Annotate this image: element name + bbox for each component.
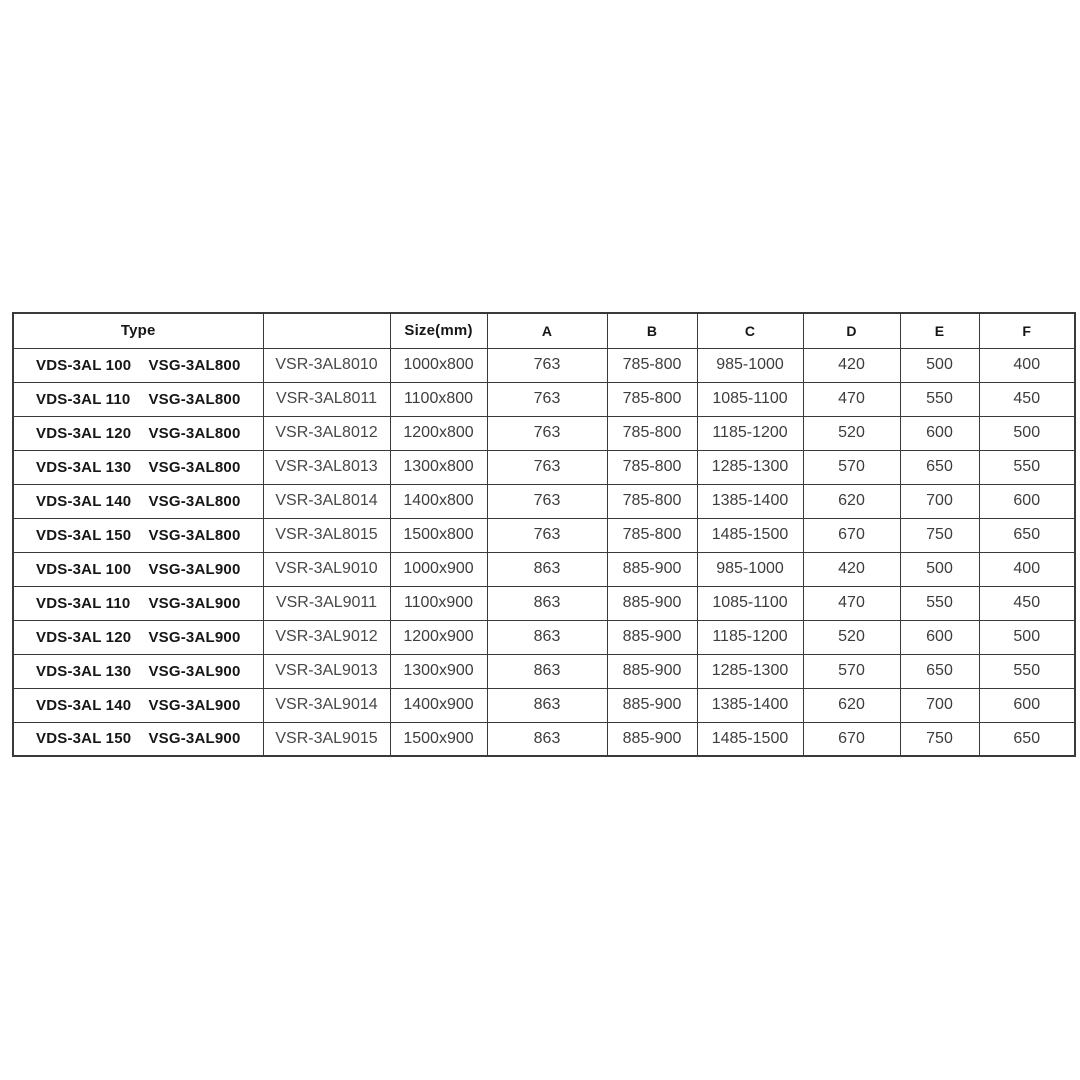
dim-d-cell: 620 bbox=[803, 688, 900, 722]
type-cell bbox=[13, 552, 263, 586]
sku-cell: VSR-3AL9013 bbox=[263, 654, 390, 688]
dim-e-cell: 650 bbox=[900, 654, 979, 688]
dim-b-cell: 785-800 bbox=[607, 484, 697, 518]
header-dim-e: E bbox=[900, 313, 979, 348]
vds-model-label: VDS-3AL 100 bbox=[36, 560, 132, 578]
header-dim-f: F bbox=[979, 313, 1075, 348]
vsg-model-label: VSG-3AL800 bbox=[148, 526, 241, 544]
size-cell: 1200x900 bbox=[390, 620, 487, 654]
dim-b-cell: 785-800 bbox=[607, 348, 697, 382]
dim-a-cell: 863 bbox=[487, 654, 607, 688]
type-cell bbox=[13, 348, 263, 382]
table-row bbox=[13, 416, 1075, 450]
size-cell: 1300x900 bbox=[390, 654, 487, 688]
sku-cell: VSR-3AL8010 bbox=[263, 348, 390, 382]
size-cell: 1400x900 bbox=[390, 688, 487, 722]
dim-b-cell: 785-800 bbox=[607, 450, 697, 484]
table-row bbox=[13, 518, 1075, 552]
header-row bbox=[13, 313, 1075, 348]
dim-d-cell: 420 bbox=[803, 552, 900, 586]
table-row bbox=[13, 382, 1075, 416]
dim-a-cell: 863 bbox=[487, 688, 607, 722]
dim-e-cell: 600 bbox=[900, 620, 979, 654]
dim-d-cell: 520 bbox=[803, 620, 900, 654]
dim-c-cell: 1485-1500 bbox=[697, 722, 803, 756]
sku-cell: VSR-3AL8015 bbox=[263, 518, 390, 552]
dim-e-cell: 500 bbox=[900, 552, 979, 586]
dim-f-cell: 450 bbox=[979, 382, 1075, 416]
dim-f-cell: 600 bbox=[979, 484, 1075, 518]
size-cell: 1300x800 bbox=[390, 450, 487, 484]
dim-e-cell: 650 bbox=[900, 450, 979, 484]
vsg-model-label: VSG-3AL900 bbox=[148, 560, 241, 578]
type-cell bbox=[13, 416, 263, 450]
table-row bbox=[13, 484, 1075, 518]
dim-c-cell: 1085-1100 bbox=[697, 382, 803, 416]
sku-cell: VSR-3AL8013 bbox=[263, 450, 390, 484]
sku-cell: VSR-3AL9012 bbox=[263, 620, 390, 654]
vds-model-label: VDS-3AL 140 bbox=[36, 492, 132, 510]
type-cell bbox=[13, 518, 263, 552]
dim-c-cell: 1185-1200 bbox=[697, 416, 803, 450]
dim-a-cell: 763 bbox=[487, 382, 607, 416]
table-row bbox=[13, 450, 1075, 484]
vds-model-label: VDS-3AL 120 bbox=[36, 628, 132, 646]
sku-cell: VSR-3AL9014 bbox=[263, 688, 390, 722]
dim-f-cell: 550 bbox=[979, 654, 1075, 688]
size-cell: 1100x800 bbox=[390, 382, 487, 416]
dim-d-cell: 470 bbox=[803, 382, 900, 416]
table-row bbox=[13, 348, 1075, 382]
dim-b-cell: 885-900 bbox=[607, 654, 697, 688]
dim-f-cell: 450 bbox=[979, 586, 1075, 620]
dim-f-cell: 650 bbox=[979, 722, 1075, 756]
dim-e-cell: 500 bbox=[900, 348, 979, 382]
size-cell: 1400x800 bbox=[390, 484, 487, 518]
table-row bbox=[13, 722, 1075, 756]
sku-cell: VSR-3AL8011 bbox=[263, 382, 390, 416]
header-blank bbox=[263, 313, 390, 348]
vds-model-label: VDS-3AL 130 bbox=[36, 662, 132, 680]
vsg-model-label: VSG-3AL800 bbox=[148, 356, 241, 374]
vsg-model-label: VSG-3AL900 bbox=[148, 662, 241, 680]
dim-b-cell: 885-900 bbox=[607, 688, 697, 722]
dim-c-cell: 985-1000 bbox=[697, 552, 803, 586]
sku-cell: VSR-3AL8012 bbox=[263, 416, 390, 450]
dim-d-cell: 670 bbox=[803, 722, 900, 756]
dim-e-cell: 750 bbox=[900, 518, 979, 552]
type-cell bbox=[13, 450, 263, 484]
header-type: Type bbox=[13, 313, 263, 348]
size-cell: 1100x900 bbox=[390, 586, 487, 620]
dim-e-cell: 550 bbox=[900, 586, 979, 620]
sku-cell: VSR-3AL8014 bbox=[263, 484, 390, 518]
sku-cell: VSR-3AL9010 bbox=[263, 552, 390, 586]
dim-c-cell: 1385-1400 bbox=[697, 484, 803, 518]
dim-e-cell: 700 bbox=[900, 484, 979, 518]
vds-model-label: VDS-3AL 150 bbox=[36, 526, 132, 544]
dim-a-cell: 763 bbox=[487, 416, 607, 450]
dim-d-cell: 420 bbox=[803, 348, 900, 382]
dim-c-cell: 1385-1400 bbox=[697, 688, 803, 722]
size-cell: 1000x800 bbox=[390, 348, 487, 382]
dim-d-cell: 570 bbox=[803, 450, 900, 484]
dim-d-cell: 620 bbox=[803, 484, 900, 518]
dim-a-cell: 863 bbox=[487, 586, 607, 620]
vds-model-label: VDS-3AL 100 bbox=[36, 356, 132, 374]
dim-f-cell: 400 bbox=[979, 348, 1075, 382]
type-cell bbox=[13, 586, 263, 620]
dim-b-cell: 885-900 bbox=[607, 586, 697, 620]
dim-f-cell: 400 bbox=[979, 552, 1075, 586]
dim-d-cell: 670 bbox=[803, 518, 900, 552]
vsg-model-label: VSG-3AL800 bbox=[148, 458, 241, 476]
type-cell bbox=[13, 722, 263, 756]
dim-c-cell: 985-1000 bbox=[697, 348, 803, 382]
vds-model-label: VDS-3AL 110 bbox=[36, 594, 131, 612]
dim-c-cell: 1485-1500 bbox=[697, 518, 803, 552]
dim-c-cell: 1285-1300 bbox=[697, 450, 803, 484]
header-dim-b: B bbox=[607, 313, 697, 348]
size-cell: 1500x900 bbox=[390, 722, 487, 756]
table-body bbox=[13, 348, 1075, 756]
dim-b-cell: 785-800 bbox=[607, 382, 697, 416]
dim-b-cell: 885-900 bbox=[607, 552, 697, 586]
dim-a-cell: 863 bbox=[487, 552, 607, 586]
vsg-model-label: VSG-3AL900 bbox=[148, 696, 241, 714]
dim-d-cell: 570 bbox=[803, 654, 900, 688]
dim-f-cell: 650 bbox=[979, 518, 1075, 552]
vds-model-label: VDS-3AL 130 bbox=[36, 458, 132, 476]
dim-e-cell: 550 bbox=[900, 382, 979, 416]
dim-e-cell: 600 bbox=[900, 416, 979, 450]
type-cell bbox=[13, 484, 263, 518]
size-cell: 1000x900 bbox=[390, 552, 487, 586]
vds-model-label: VDS-3AL 120 bbox=[36, 424, 132, 442]
dim-b-cell: 785-800 bbox=[607, 518, 697, 552]
table-row bbox=[13, 552, 1075, 586]
type-cell bbox=[13, 620, 263, 654]
dim-c-cell: 1185-1200 bbox=[697, 620, 803, 654]
dim-b-cell: 885-900 bbox=[607, 620, 697, 654]
header-dim-d: D bbox=[803, 313, 900, 348]
vsg-model-label: VSG-3AL900 bbox=[148, 730, 241, 748]
dim-f-cell: 500 bbox=[979, 416, 1075, 450]
vsg-model-label: VSG-3AL800 bbox=[148, 492, 241, 510]
header-dim-c: C bbox=[697, 313, 803, 348]
dim-f-cell: 600 bbox=[979, 688, 1075, 722]
dim-d-cell: 520 bbox=[803, 416, 900, 450]
size-cell: 1500x800 bbox=[390, 518, 487, 552]
type-cell bbox=[13, 382, 263, 416]
vsg-model-label: VSG-3AL800 bbox=[148, 424, 241, 442]
type-cell bbox=[13, 654, 263, 688]
dim-c-cell: 1085-1100 bbox=[697, 586, 803, 620]
vds-model-label: VDS-3AL 110 bbox=[36, 390, 131, 408]
dim-e-cell: 700 bbox=[900, 688, 979, 722]
dim-c-cell: 1285-1300 bbox=[697, 654, 803, 688]
table-row bbox=[13, 654, 1075, 688]
vsg-model-label: VSG-3AL900 bbox=[148, 594, 241, 612]
header-size: Size(mm) bbox=[390, 313, 487, 348]
dim-b-cell: 885-900 bbox=[607, 722, 697, 756]
dim-a-cell: 763 bbox=[487, 484, 607, 518]
vds-model-label: VDS-3AL 140 bbox=[36, 696, 132, 714]
table-row bbox=[13, 688, 1075, 722]
header-dim-a: A bbox=[487, 313, 607, 348]
dim-a-cell: 763 bbox=[487, 450, 607, 484]
vsg-model-label: VSG-3AL900 bbox=[148, 628, 241, 646]
size-spec-table bbox=[12, 312, 1076, 757]
dim-e-cell: 750 bbox=[900, 722, 979, 756]
dim-a-cell: 863 bbox=[487, 722, 607, 756]
sku-cell: VSR-3AL9011 bbox=[263, 586, 390, 620]
size-cell: 1200x800 bbox=[390, 416, 487, 450]
dim-a-cell: 863 bbox=[487, 620, 607, 654]
vds-model-label: VDS-3AL 150 bbox=[36, 730, 132, 748]
sku-cell: VSR-3AL9015 bbox=[263, 722, 390, 756]
type-cell bbox=[13, 688, 263, 722]
dim-a-cell: 763 bbox=[487, 348, 607, 382]
vsg-model-label: VSG-3AL800 bbox=[148, 390, 241, 408]
table-row bbox=[13, 586, 1075, 620]
table-row bbox=[13, 620, 1075, 654]
dim-a-cell: 763 bbox=[487, 518, 607, 552]
dim-d-cell: 470 bbox=[803, 586, 900, 620]
dim-f-cell: 550 bbox=[979, 450, 1075, 484]
dim-b-cell: 785-800 bbox=[607, 416, 697, 450]
dim-f-cell: 500 bbox=[979, 620, 1075, 654]
